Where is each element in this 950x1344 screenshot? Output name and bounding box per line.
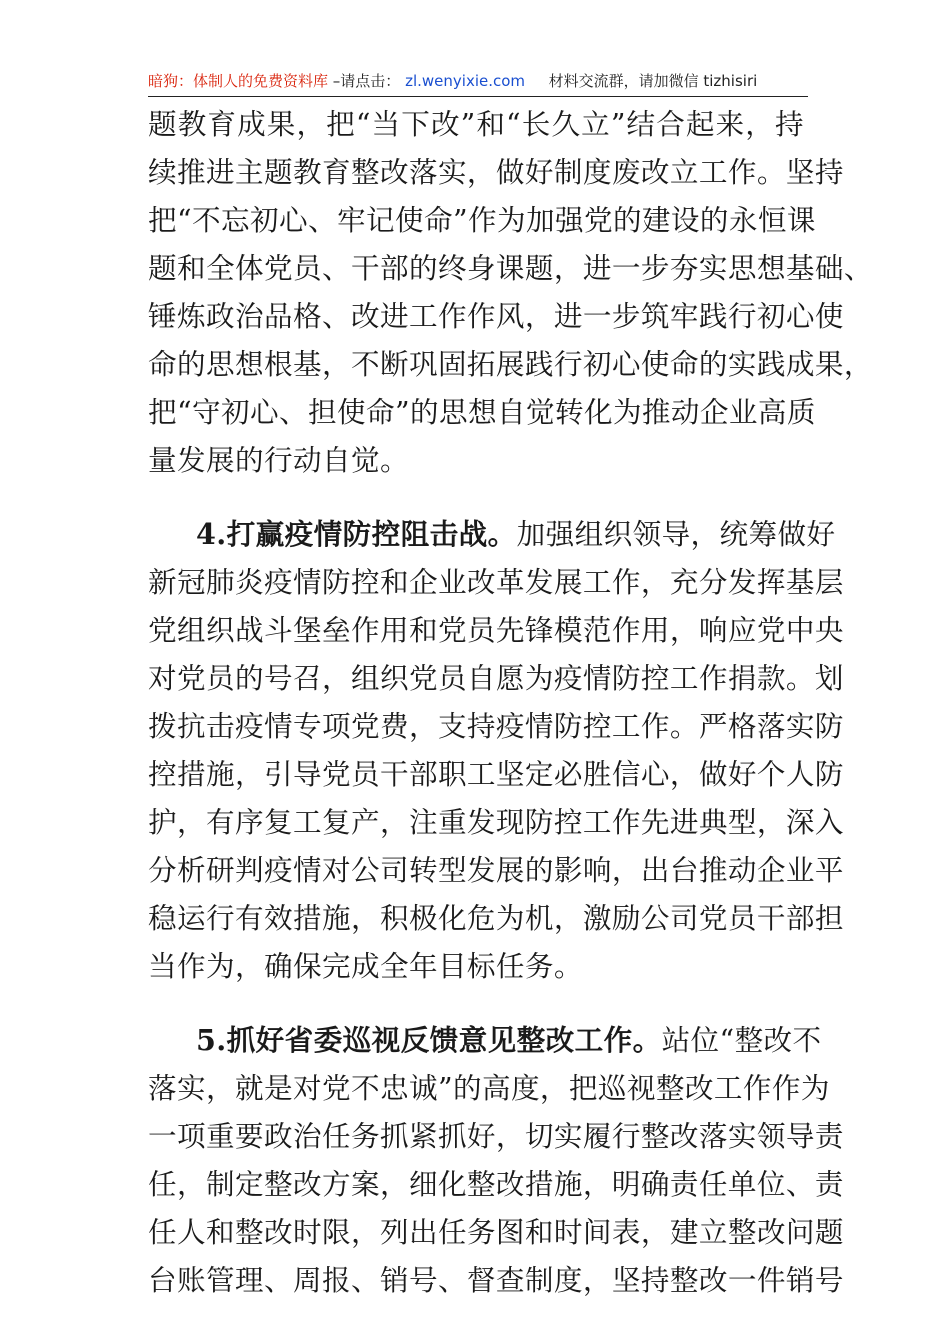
section-heading-5: 5.抓好省委巡视反馈意见整改工作。 — [196, 1023, 662, 1057]
text-line: 任，制定整改方案，细化整改措施，明确责任单位、责 — [148, 1167, 844, 1201]
text-line — [148, 1016, 822, 1064]
text-run: 站位“整改不 — [661, 1023, 822, 1057]
text-line — [148, 510, 836, 558]
text-line: 续推进主题教育整改落实，做好制度废改立工作。坚持 — [148, 155, 844, 189]
text-line: 稳运行有效措施，积极化危为机，激励公司党员干部担 — [148, 901, 844, 935]
paragraph-theme-education — [148, 100, 873, 484]
text-line: 把“守初心、担使命”的思想自觉转化为推动企业高质 — [148, 395, 816, 429]
text-line: 命的思想根基，不断巩固拓展践行初心使命的实践成果， — [148, 347, 873, 381]
paragraph-inspection-rectification — [148, 1016, 844, 1304]
text-line: 落实，就是对党不忠诚”的高度，把巡视整改工作作为 — [148, 1071, 830, 1105]
text-line: 护，有序复工复产，注重发现防控工作先进典型，深入 — [148, 805, 844, 839]
section-heading-4: 4.打赢疫情防控阻击战。 — [196, 517, 517, 551]
text-line: 新冠肺炎疫情防控和企业改革发展工作，充分发挥基层 — [148, 565, 844, 599]
text-line: 台账管理、周报、销号、督查制度，坚持整改一件销号 — [148, 1263, 844, 1297]
text-line: 一项重要政治任务抓紧抓好，切实履行整改落实领导责 — [148, 1119, 844, 1153]
text-line: 题教育成果，把“当下改”和“长久立”结合起来，持 — [148, 107, 804, 141]
header-site-name: 暗狗：体制人的免费资料库 — [148, 72, 329, 90]
text-line: 控措施，引导党员干部职工坚定必胜信心，做好个人防 — [148, 757, 844, 791]
document-body — [148, 100, 873, 1304]
header-url-link[interactable]: zl.wenyixie.com — [405, 72, 526, 90]
header-group-text: 材料交流群，请加微信 tizhisiri — [548, 72, 758, 90]
text-line: 党组织战斗堡垒作用和党员先锋模范作用，响应党中央 — [148, 613, 844, 647]
text-line: 当作为，确保完成全年目标任务。 — [148, 949, 583, 983]
header-click-text: –请点击： — [332, 72, 401, 90]
text-line: 量发展的行动自觉。 — [148, 443, 409, 477]
text-line: 把“不忘初心、牢记使命”作为加强党的建设的永恒课 — [148, 203, 816, 237]
paragraph-epidemic-control — [148, 510, 844, 990]
text-line: 题和全体党员、干部的终身课题，进一步夯实思想基础、 — [148, 251, 873, 285]
text-line: 分析研判疫情对公司转型发展的影响，出台推动企业平 — [148, 853, 844, 887]
text-line: 对党员的号召，组织党员自愿为疫情防控工作捐款。划 — [148, 661, 844, 695]
text-line: 任人和整改时限，列出任务图和时间表，建立整改问题 — [148, 1215, 844, 1249]
text-run: 加强组织领导，统筹做好 — [516, 517, 836, 551]
text-line: 锤炼政治品格、改进工作作风，进一步筑牢践行初心使 — [148, 299, 844, 333]
text-line: 拨抗击疫情专项党费，支持疫情防控工作。严格落实防 — [148, 709, 844, 743]
page-header — [148, 66, 808, 97]
